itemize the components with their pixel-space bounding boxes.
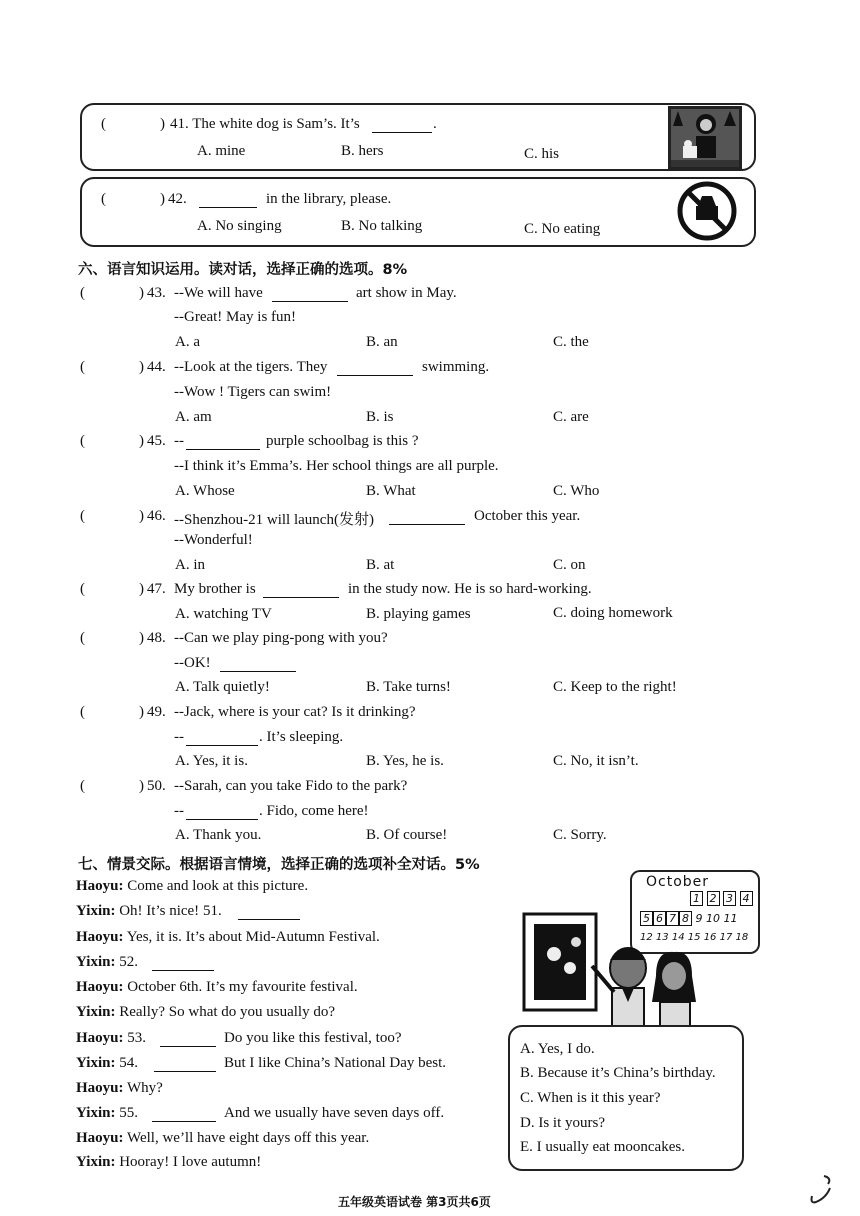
q44-line2: --Wow ! Tigers can swim! xyxy=(174,384,332,400)
q45-answer-blank[interactable] xyxy=(186,437,260,450)
q43-answer-blank[interactable] xyxy=(272,289,348,302)
calendar-day-3: 3 xyxy=(723,891,736,906)
q44-option-a: A. am xyxy=(175,409,212,425)
dialogue-line-12 xyxy=(76,1154,261,1171)
q44-line1: --Look at the tigers. They xyxy=(174,359,328,375)
q45-paren-open: ( xyxy=(80,433,85,449)
q46-line1-end: October this year. xyxy=(474,508,581,524)
speaker: Yixin: xyxy=(76,1004,116,1020)
q44-number: 44. xyxy=(147,359,166,375)
q48-number: 48. xyxy=(147,630,166,646)
dialogue-line-8 xyxy=(76,1055,138,1072)
q48-paren-open: ( xyxy=(80,630,85,646)
no-eating-sign-icon xyxy=(676,180,738,242)
q50-line2-end: . Fido, come here! xyxy=(259,803,369,819)
answer-option-b: B. Because it’s China’s birthday. xyxy=(520,1065,716,1081)
speaker: Haoyu: xyxy=(76,979,124,995)
q45-option-a: A. Whose xyxy=(175,483,235,499)
q42-option-c: C. No eating xyxy=(524,221,601,237)
calendar-day-15: 15 xyxy=(687,932,701,943)
blank-label: 52. xyxy=(119,954,138,970)
blank-51[interactable] xyxy=(238,907,300,920)
q46-line1: --Shenzhou-21 will launch(发射) xyxy=(174,512,374,528)
q50-paren-close: ) xyxy=(139,778,144,794)
dialogue-line-3 xyxy=(76,929,380,946)
dialogue-line-2 xyxy=(76,903,222,920)
answer-option-c: C. When is it this year? xyxy=(520,1090,661,1106)
q41-option-a: A. mine xyxy=(197,143,246,159)
q42-answer-blank[interactable] xyxy=(199,195,257,208)
q47-line1-end: in the study now. He is so hard-working. xyxy=(348,581,592,597)
q49-line2-start: -- xyxy=(174,729,184,745)
boy-with-dog-icon xyxy=(668,106,742,170)
section-7-title: 七、情景交际。根据语言情境，选择正确的选项补全对话。5% xyxy=(78,857,480,873)
q47-option-c: C. doing homework xyxy=(553,605,673,621)
q46-option-c: C. on xyxy=(553,557,586,573)
q49-line2-end: . It’s sleeping. xyxy=(259,729,344,745)
q42-paren-close: ) xyxy=(160,191,165,207)
q43-line1: --We will have xyxy=(174,285,263,301)
calendar-day-11: 11 xyxy=(723,912,738,925)
q49-option-c: C. No, it isn’t. xyxy=(553,753,639,769)
q49-option-b: B. Yes, he is. xyxy=(366,753,444,769)
q46-paren-close: ) xyxy=(139,508,144,524)
q42-number: 42. xyxy=(168,191,187,207)
blank-55[interactable] xyxy=(152,1109,216,1122)
blank-label: 51. xyxy=(202,903,222,919)
speaker: Haoyu: xyxy=(76,878,124,894)
q47-paren-close: ) xyxy=(139,581,144,597)
q42-stem: in the library, please. xyxy=(266,191,392,207)
speaker: Yixin: xyxy=(76,903,116,919)
q48-line1: --Can we play ping-pong with you? xyxy=(174,630,388,646)
speaker: Yixin: xyxy=(76,1105,116,1121)
dialogue-line-6 xyxy=(76,1004,335,1021)
calendar-day-2: 2 xyxy=(707,891,720,906)
q42-paren-open: ( xyxy=(101,191,106,207)
q48-paren-close: ) xyxy=(139,630,144,646)
dialogue-line-11 xyxy=(76,1130,369,1147)
question-42-box xyxy=(80,177,756,247)
q47-answer-blank[interactable] xyxy=(263,585,339,598)
dialogue-line-10 xyxy=(76,1105,138,1122)
q44-paren-close: ) xyxy=(139,359,144,375)
calendar-day-13: 13 xyxy=(655,932,669,943)
speaker: Haoyu: xyxy=(76,1130,124,1146)
dialogue-line-7 xyxy=(76,1030,146,1047)
calendar-day-16: 16 xyxy=(703,932,717,943)
line-text: Well, we’ll have eight days off this year. xyxy=(127,1130,370,1146)
calendar-day-14: 14 xyxy=(671,932,685,943)
q49-paren-open: ( xyxy=(80,704,85,720)
speaker: Yixin: xyxy=(76,1154,116,1170)
dialogue-line-10-after: And we usually have seven days off. xyxy=(224,1105,445,1121)
q42-option-a: A. No singing xyxy=(197,218,282,234)
calendar-day-7: 7 xyxy=(666,911,679,926)
speaker: Haoyu: xyxy=(76,929,124,945)
calendar-day-18: 18 xyxy=(735,932,749,943)
q46-number: 46. xyxy=(147,508,166,524)
q44-paren-open: ( xyxy=(80,359,85,375)
q43-option-b: B. an xyxy=(366,334,398,350)
corner-scribble-mark xyxy=(806,1172,836,1208)
speaker: Yixin: xyxy=(76,1055,116,1071)
q48-option-a: A. Talk quietly! xyxy=(175,679,270,695)
dialogue-line-8-after: But I like China’s National Day best. xyxy=(224,1055,447,1071)
blank-53[interactable] xyxy=(160,1034,216,1047)
calendar-day-8: 8 xyxy=(679,911,692,926)
q47-option-a: A. watching TV xyxy=(175,606,272,622)
q45-number: 45. xyxy=(147,433,166,449)
q41-option-b: B. hers xyxy=(341,143,384,159)
q48-option-b: B. Take turns! xyxy=(366,679,451,695)
q47-paren-open: ( xyxy=(80,581,85,597)
section-6-title: 六、语言知识运用。读对话，选择正确的选项。8% xyxy=(78,262,408,278)
blank-54[interactable] xyxy=(154,1059,216,1072)
q45-line2: --I think it’s Emma’s. Her school things are all purple. xyxy=(174,458,499,474)
q44-line1-end: swimming. xyxy=(422,359,490,375)
question-41-box xyxy=(80,103,756,171)
calendar-day-6: 6 xyxy=(653,911,666,926)
calendar-day-17: 17 xyxy=(719,932,733,943)
q43-line1-end: art show in May. xyxy=(356,285,457,301)
q43-option-a: A. a xyxy=(175,334,200,350)
blank-52[interactable] xyxy=(152,958,214,971)
q41-stem: 41. The white dog is Sam’s. It’s xyxy=(170,116,360,132)
q44-option-b: B. is xyxy=(366,409,394,425)
line-text: October 6th. It’s my favourite festival. xyxy=(127,979,358,995)
q44-answer-blank[interactable] xyxy=(337,363,413,376)
line-text: Really? So what do you usually do? xyxy=(119,1004,336,1020)
blank-label: 54. xyxy=(119,1055,138,1071)
page-footer: 五年级英语试卷 第3页共6页 xyxy=(338,1195,491,1209)
q49-number: 49. xyxy=(147,704,166,720)
line-text: Yes, it is. It’s about Mid-Autumn Festival. xyxy=(126,929,380,945)
q45-option-c: C. Who xyxy=(553,483,600,499)
calendar-row-1 xyxy=(690,892,753,905)
q46-answer-blank[interactable] xyxy=(389,512,465,525)
q46-option-a: A. in xyxy=(175,557,205,573)
q49-answer-blank[interactable] xyxy=(186,733,258,746)
q48-answer-blank[interactable] xyxy=(220,659,296,672)
q47-line1: My brother is xyxy=(174,581,256,597)
q50-line2-start: -- xyxy=(174,803,184,819)
q43-paren-open: ( xyxy=(80,285,85,301)
q47-number: 47. xyxy=(147,581,166,597)
speaker: Yixin: xyxy=(76,954,116,970)
q41-paren-open: ( xyxy=(101,116,106,132)
q45-option-b: B. What xyxy=(366,483,416,499)
dialogue-line-7-after: Do you like this festival, too? xyxy=(224,1030,402,1046)
calendar-day-5: 5 xyxy=(640,911,653,926)
answer-option-a: A. Yes, I do. xyxy=(520,1041,595,1057)
q48-line2: --OK! xyxy=(174,655,211,671)
speaker: Haoyu: xyxy=(76,1080,124,1096)
answer-option-d: D. Is it yours? xyxy=(520,1115,605,1131)
speaker: Haoyu: xyxy=(76,1030,124,1046)
dialogue-line-5 xyxy=(76,979,358,996)
line-text: Come and look at this picture. xyxy=(127,878,309,894)
q50-number: 50. xyxy=(147,778,166,794)
q42-option-b: B. No talking xyxy=(341,218,423,234)
blank-label: 55. xyxy=(119,1105,138,1121)
q43-paren-close: ) xyxy=(139,285,144,301)
q43-line2: --Great! May is fun! xyxy=(174,309,297,325)
children-with-picture-illustration xyxy=(522,906,712,1028)
dialogue-line-1 xyxy=(76,878,308,895)
q43-option-c: C. the xyxy=(553,334,589,350)
q50-paren-open: ( xyxy=(80,778,85,794)
line-text: Why? xyxy=(127,1080,163,1096)
line-text: Oh! It’s nice! xyxy=(119,903,200,919)
q48-option-c: C. Keep to the right! xyxy=(553,679,677,695)
q49-line1: --Jack, where is your cat? Is it drinking? xyxy=(174,704,416,720)
dialogue-line-9 xyxy=(76,1080,163,1097)
q47-option-b: B. playing games xyxy=(366,606,471,622)
q46-line2: --Wonderful! xyxy=(174,532,253,548)
q41-stem-end: . xyxy=(433,116,437,132)
q50-option-c: C. Sorry. xyxy=(553,827,607,843)
q46-option-b: B. at xyxy=(366,557,395,573)
q41-paren-close: ) xyxy=(160,116,165,132)
calendar-day-1: 1 xyxy=(690,891,703,906)
q46-paren-open: ( xyxy=(80,508,85,524)
q49-paren-close: ) xyxy=(139,704,144,720)
q43-number: 43. xyxy=(147,285,166,301)
q41-answer-blank[interactable] xyxy=(372,120,432,133)
q49-option-a: A. Yes, it is. xyxy=(175,753,248,769)
q45-line1-end: purple schoolbag is this ? xyxy=(266,433,419,449)
calendar-day-9: 9 xyxy=(695,912,703,925)
q50-line1: --Sarah, can you take Fido to the park? xyxy=(174,778,408,794)
q45-line1: -- xyxy=(174,433,184,449)
q41-option-c: C. his xyxy=(524,146,560,162)
q45-paren-close: ) xyxy=(139,433,144,449)
blank-label: 53. xyxy=(127,1030,147,1046)
calendar-day-10: 10 xyxy=(706,912,720,925)
dialogue-line-4 xyxy=(76,954,138,971)
calendar-title: October xyxy=(646,874,710,890)
q50-answer-blank[interactable] xyxy=(186,807,258,820)
q44-option-c: C. are xyxy=(553,409,589,425)
q50-option-b: B. Of course! xyxy=(366,827,448,843)
line-text: Hooray! I love autumn! xyxy=(119,1154,262,1170)
calendar-day-4: 4 xyxy=(740,891,753,906)
q50-option-a: A. Thank you. xyxy=(175,827,262,843)
answer-option-e: E. I usually eat mooncakes. xyxy=(520,1139,685,1155)
calendar-day-12: 12 xyxy=(640,932,653,943)
